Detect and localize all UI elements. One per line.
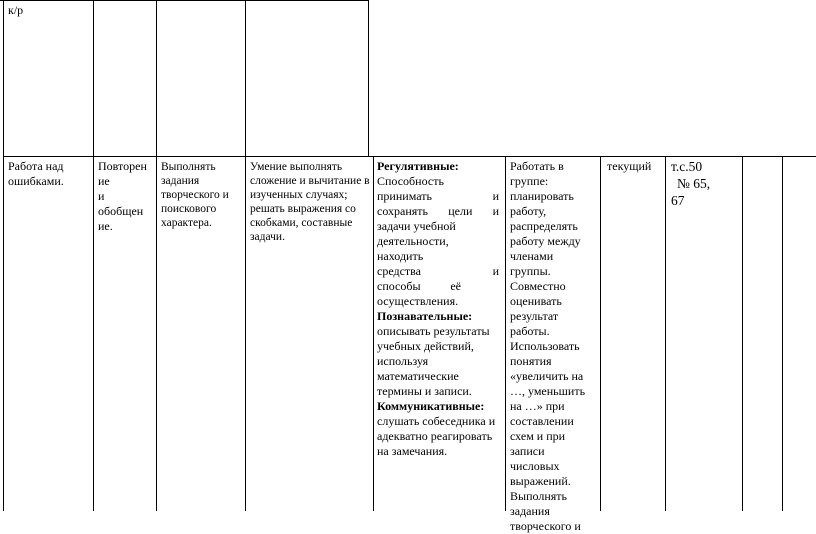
personal-line: Выполнять [510, 489, 567, 503]
lesson-type-line: ие. [98, 219, 113, 233]
personal-line: схем и при [510, 429, 566, 443]
row-col-line-9 [782, 156, 783, 511]
personal-line: выражений. [510, 474, 571, 488]
personal-line: работу между [510, 234, 581, 248]
personal-line: числовых [510, 459, 560, 473]
textbook-ref-line: № 65, [677, 176, 711, 191]
row-col-line-3 [245, 156, 246, 511]
row-col-line-5 [505, 156, 506, 511]
control-type-cell: текущий [607, 159, 652, 173]
uud-reg-word: и [492, 264, 499, 278]
uud-reg-word: средства [377, 264, 422, 278]
uud-reg-word: и [492, 189, 499, 203]
row-col-line-0 [3, 156, 4, 511]
top-col-line-2 [156, 0, 157, 157]
uud-cell [377, 159, 499, 459]
uud-reg-word: и [492, 204, 499, 218]
lesson-type-line: ие [98, 174, 110, 188]
uud-reg-word: сохранять [377, 204, 429, 218]
uud-regulatory-title: Регулятивные: [377, 159, 459, 173]
personal-line: группы. [510, 264, 551, 278]
uud-cognitive-title: Познавательные: [377, 309, 473, 323]
personal-line: работу, [510, 204, 547, 218]
personal-line: Работать в [510, 159, 564, 173]
personal-line: …, уменьшить [510, 384, 586, 398]
uud-reg-line: деятельности, [377, 234, 449, 248]
uud-reg-line: задачи учебной [377, 219, 456, 233]
personal-line: работы. [510, 324, 550, 338]
personal-line: творческого и [510, 519, 581, 533]
top-cell-kr: к/р [8, 3, 24, 17]
lesson-type-line: Повторен [98, 159, 147, 173]
uud-reg-line [377, 189, 499, 204]
uud-reg-line [377, 279, 499, 294]
textbook-ref-line: 67 [671, 193, 685, 208]
personal-line: результат [510, 309, 559, 323]
personal-line: оценивать [510, 294, 562, 308]
uud-reg-word: цели [448, 204, 473, 218]
row-col-line-4 [373, 156, 374, 511]
personal-line: членами [510, 249, 554, 263]
personal-line: понятия [510, 354, 552, 368]
lesson-type-cell [98, 159, 154, 234]
subject-results-cell: Умение выполнять сложение и вычитание в изученных случаях; решать выражения со скобками, составные задачи. [250, 161, 370, 243]
top-col-line-1 [93, 0, 94, 157]
top-col-line-4 [368, 0, 369, 157]
topic-cell: Работа над ошибками. [8, 159, 64, 188]
uud-reg-word: её [450, 279, 461, 293]
personal-line: записи [510, 444, 545, 458]
uud-reg-line: осуществления. [377, 294, 459, 308]
row-separator [3, 156, 816, 157]
uud-reg-line: Способность [377, 174, 444, 188]
personal-line: составлении [510, 414, 574, 428]
uud-reg-line [377, 204, 499, 219]
personal-line: планировать [510, 189, 574, 203]
uud-reg-line [377, 264, 499, 279]
row-col-line-1 [93, 156, 94, 511]
personal-line: Использовать [510, 339, 580, 353]
top-col-line-0 [3, 0, 4, 157]
uud-reg-line: находить [377, 249, 424, 263]
personal-line: Совместно [510, 279, 566, 293]
personal-line: задания [510, 504, 550, 518]
personal-results-cell [510, 159, 598, 534]
textbook-ref-cell [671, 158, 739, 209]
row-col-line-7 [665, 156, 666, 511]
textbook-ref-line: т.с.50 [671, 159, 703, 174]
row-col-line-2 [156, 156, 157, 511]
personal-line: «увеличить на [510, 369, 584, 383]
lesson-type-line: обобщен [98, 204, 144, 218]
row-col-line-6 [600, 156, 601, 511]
personal-line: группе: [510, 174, 549, 188]
uud-cognitive-text: описывать результаты учебных действий, используя математические термины и записи. [377, 324, 490, 398]
uud-reg-word: принимать [377, 189, 432, 203]
lesson-type-line: и [98, 189, 105, 203]
uud-communicative-title: Коммуникативные: [377, 399, 485, 413]
row-col-line-8 [742, 156, 743, 511]
uud-reg-word: способы [377, 279, 421, 293]
top-border [0, 0, 368, 1]
top-col-line-3 [245, 0, 246, 157]
personal-line: на …» при [510, 399, 565, 413]
activity-cell: Выполнять задания творческого и поискового характера. [161, 161, 229, 229]
uud-communicative-text: слушать собеседника и адекватно реагировать на замечания. [377, 414, 496, 458]
personal-line: распределять [510, 219, 578, 233]
